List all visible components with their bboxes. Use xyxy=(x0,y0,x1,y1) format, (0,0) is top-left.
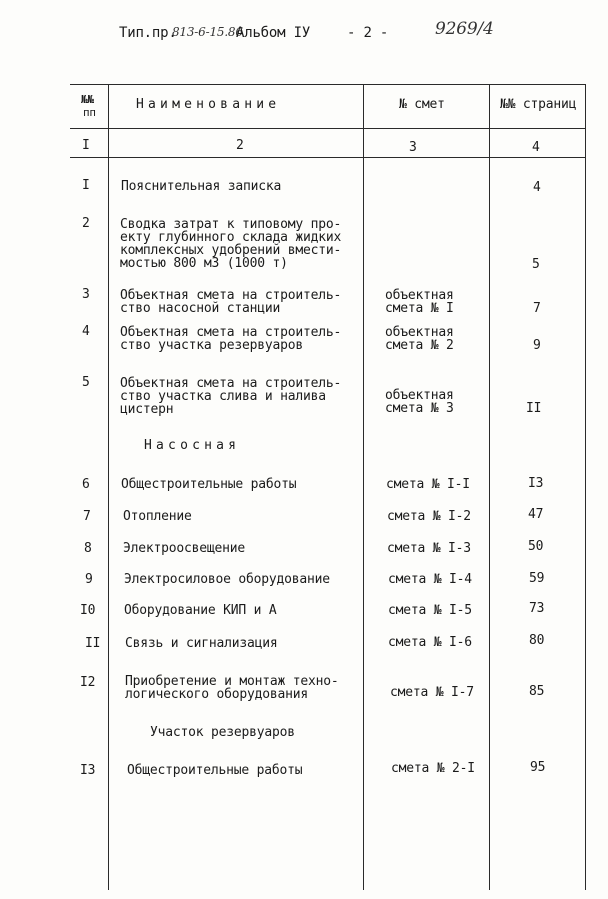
row-name-line: Отопление xyxy=(123,509,192,524)
row-smeta-line: смета № I-I xyxy=(386,477,470,492)
row-name-line: ство участка резервуаров xyxy=(120,338,304,353)
row-smeta-line: объектная xyxy=(385,388,454,403)
row-page: 5 xyxy=(532,257,540,272)
row-page: II xyxy=(526,401,542,416)
row-smeta-line: смета № 2 xyxy=(385,338,454,353)
row-name-line: Электроосвещение xyxy=(123,541,246,556)
header-num-line1: №№ xyxy=(81,93,94,106)
header-num-line2: пп xyxy=(83,106,96,119)
row-smeta-line: смета № 3 xyxy=(385,401,454,416)
row-name-line: Объектная смета на строитель- xyxy=(120,376,342,391)
table-right-border xyxy=(585,84,586,890)
row-smeta-line: смета № I-2 xyxy=(387,509,471,524)
row-name-line: екту глубинного склада жидких xyxy=(120,230,342,245)
row-name-line: Электросиловое оборудование xyxy=(124,572,330,587)
row-number: 7 xyxy=(83,509,91,524)
column-divider-3 xyxy=(489,84,490,890)
col-number-3: 3 xyxy=(409,140,417,155)
row-name-line: Приобретение и монтаж техно- xyxy=(125,674,339,689)
row-number: I3 xyxy=(80,763,96,778)
table-top-border xyxy=(70,84,586,85)
section-heading: Участок резервуаров xyxy=(150,725,295,740)
header-album: Альбом IУ xyxy=(236,25,311,41)
column-divider-2 xyxy=(363,84,364,890)
row-smeta-line: смета № I-4 xyxy=(388,572,472,587)
colnum-bottom-border xyxy=(70,157,586,158)
row-name-line: Объектная смета на строитель- xyxy=(120,288,342,303)
header-project-number: 813-6-15.86 xyxy=(172,25,243,39)
row-smeta-line: смета № I-6 xyxy=(388,635,472,650)
header-doc-code: 9269/4 xyxy=(435,19,494,39)
row-page: 59 xyxy=(529,571,545,586)
row-name-line: логического оборудования xyxy=(125,687,309,702)
row-page: 9 xyxy=(533,338,541,353)
row-name-line: мостью 800 м3 (1000 т) xyxy=(120,256,288,271)
row-page: 95 xyxy=(530,760,546,775)
row-number: 9 xyxy=(85,572,93,587)
row-name-line: ство насосной станции xyxy=(120,301,281,316)
row-name-line: Сводка затрат к типовому про- xyxy=(120,217,342,232)
row-page: 80 xyxy=(529,633,545,648)
row-page: 85 xyxy=(529,684,545,699)
col-number-4: 4 xyxy=(532,140,540,155)
row-name-line: Объектная смета на строитель- xyxy=(120,325,342,340)
row-number: 3 xyxy=(82,287,90,302)
row-smeta-line: смета № I-3 xyxy=(387,541,471,556)
row-number: 5 xyxy=(82,375,90,390)
row-smeta-line: смета № I xyxy=(385,301,454,316)
col-number-2: 2 xyxy=(236,138,244,153)
header-bottom-border xyxy=(70,128,586,129)
row-smeta-line: объектная xyxy=(385,325,454,340)
row-name-line: Общестроительные работы xyxy=(121,477,297,492)
row-page: 47 xyxy=(528,507,544,522)
col-number-1: I xyxy=(82,138,90,153)
row-name-line: комплексных удобрений вмести- xyxy=(120,243,342,258)
row-smeta-line: объектная xyxy=(385,288,454,303)
header-pages: №№ страниц xyxy=(500,97,577,112)
row-number: I xyxy=(82,178,90,193)
row-name-line: Связь и сигнализация xyxy=(125,636,278,651)
header-prefix: Тип.пр. xyxy=(119,25,177,41)
row-page: I3 xyxy=(528,476,544,491)
row-page: 73 xyxy=(529,601,545,616)
row-number: II xyxy=(85,636,101,651)
header-name: Наименование xyxy=(136,97,281,112)
row-name-line: цистерн xyxy=(120,402,174,417)
row-name-line: Общестроительные работы xyxy=(127,763,303,778)
row-smeta-line: смета № 2-I xyxy=(391,761,475,776)
row-name-line: ство участка слива и налива xyxy=(120,389,326,404)
row-smeta-line: смета № I-7 xyxy=(390,685,474,700)
row-page: 50 xyxy=(528,539,544,554)
row-name-line: Пояснительная записка xyxy=(121,179,282,194)
row-number: 4 xyxy=(82,324,90,339)
row-number: 2 xyxy=(82,216,90,231)
row-name-line: Оборудование КИП и А xyxy=(124,603,277,618)
header-smeta: № смет xyxy=(399,97,445,112)
row-number: I0 xyxy=(80,603,96,618)
row-page: 7 xyxy=(533,301,541,316)
column-divider-1 xyxy=(108,84,109,890)
row-number: I2 xyxy=(80,675,96,690)
header-page-number: - 2 - xyxy=(347,25,389,41)
section-heading: Насосная xyxy=(144,438,241,453)
row-smeta-line: смета № I-5 xyxy=(388,603,472,618)
row-number: 6 xyxy=(82,477,90,492)
row-number: 8 xyxy=(84,541,92,556)
row-page: 4 xyxy=(533,180,541,195)
